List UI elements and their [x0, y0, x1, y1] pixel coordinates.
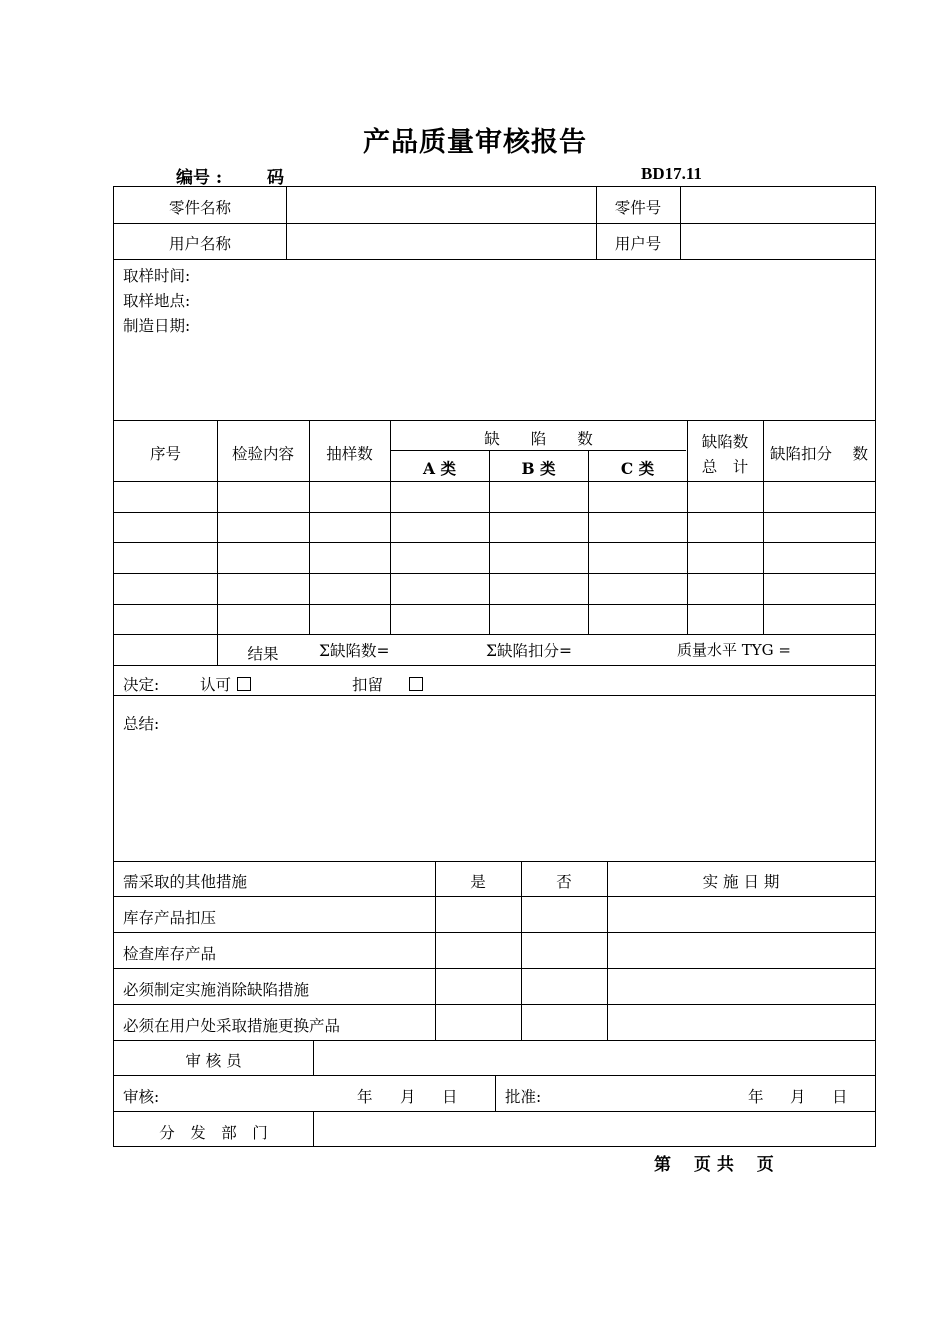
- sampling-place-label: 取样地点:: [123, 292, 191, 310]
- summary-label: 总结:: [123, 715, 160, 733]
- approve-checkbox[interactable]: [237, 677, 251, 691]
- measure-item: 检查库存产品: [123, 945, 217, 963]
- yes-header: 是: [470, 873, 486, 891]
- samples-header: 抽样数: [326, 445, 373, 463]
- hold-option[interactable]: [352, 673, 423, 695]
- approve-option[interactable]: [200, 673, 251, 695]
- measure-item: 必须在用户处采取措施更换产品: [123, 1017, 341, 1035]
- hold-label: 扣留: [352, 676, 384, 694]
- impl-date-header: 实 施 日 期: [702, 873, 780, 891]
- defects-header: 缺 陷 数: [484, 430, 593, 448]
- no-header: 否: [556, 873, 572, 891]
- review-label: 审核:: [123, 1088, 160, 1106]
- review-day: 日: [442, 1088, 458, 1106]
- code-label: 编号 :: [176, 168, 223, 188]
- code-value: BD17.11: [641, 164, 702, 183]
- result-label: 结果: [247, 645, 279, 663]
- part-no-label: 零件号: [614, 199, 662, 217]
- mfg-date-label: 制造日期:: [123, 317, 191, 335]
- approval-day: 日: [832, 1088, 848, 1106]
- approval-month: 月: [790, 1088, 806, 1106]
- page-number: 第 页 共 页: [654, 1155, 774, 1175]
- deduct-header: 缺陷扣分 数: [770, 445, 868, 463]
- part-name-label: 零件名称: [168, 199, 231, 217]
- approve-label: 认可: [200, 676, 232, 694]
- measure-item: 必须制定实施消除缺陷措施: [123, 981, 310, 999]
- sum-deduct: Σ缺陷扣分=: [486, 642, 572, 660]
- class-c-header: C 类: [620, 459, 655, 478]
- hold-checkbox[interactable]: [409, 677, 423, 691]
- content-header: 检验内容: [231, 445, 294, 463]
- seq-header: 序号: [149, 445, 181, 463]
- sum-defects: Σ缺陷数=: [319, 642, 390, 660]
- approval-label: 批准:: [505, 1088, 542, 1106]
- class-a-header: A 类: [423, 459, 456, 478]
- auditor-label: 审 核 员: [185, 1052, 242, 1070]
- measure-item: 库存产品扣压: [123, 909, 217, 927]
- review-year: 年: [357, 1088, 373, 1106]
- defect-total-header-1: 缺陷数: [701, 433, 749, 451]
- report-form: [113, 186, 876, 1147]
- customer-no-label: 用户号: [614, 235, 662, 253]
- dist-dept-label: 分 发 部 门: [159, 1124, 268, 1142]
- measures-header: 需采取的其他措施: [123, 873, 248, 891]
- sampling-time-label: 取样时间:: [123, 267, 191, 285]
- review-month: 月: [400, 1088, 416, 1106]
- page-title: 产品质量审核报告: [363, 127, 587, 158]
- quality-level: 质量水平 TYG =: [677, 641, 791, 659]
- class-b-header: B 类: [521, 459, 556, 478]
- approval-year: 年: [748, 1088, 764, 1106]
- customer-name-label: 用户名称: [168, 235, 231, 253]
- code-char: 码: [267, 168, 284, 188]
- decision-label: 决定:: [123, 676, 160, 694]
- defect-total-header-2: 总 计: [701, 458, 749, 476]
